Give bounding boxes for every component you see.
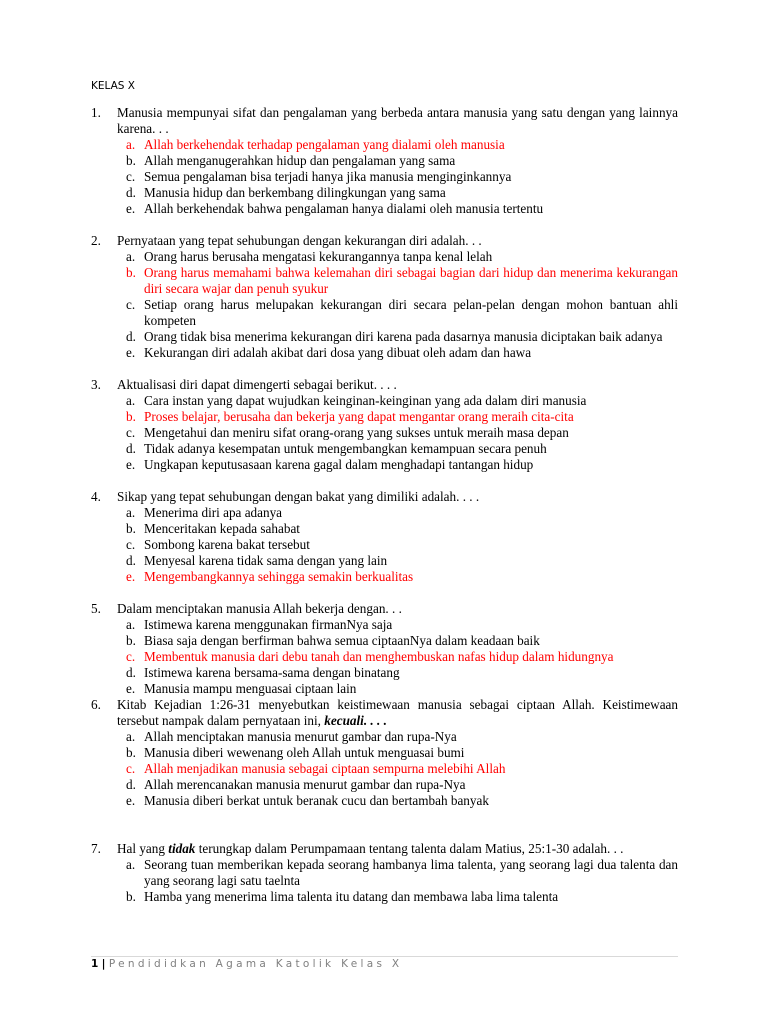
option-text: Mengetahui dan meniru sifat orang-orang yang sukses untuk meraih masa depan xyxy=(144,425,569,440)
option-letter: d. xyxy=(126,329,136,344)
option-text: Allah menganugerahkan hidup dan pengalaman yang sama xyxy=(144,153,456,168)
option-d xyxy=(117,329,678,345)
question-7 xyxy=(91,841,678,905)
option-c xyxy=(117,537,678,553)
option-letter: b. xyxy=(126,521,136,536)
option-c xyxy=(117,297,678,329)
option-e xyxy=(117,569,678,585)
option-letter: a. xyxy=(126,249,136,264)
option-letter: a. xyxy=(126,617,136,632)
option-text: Cara instan yang dapat wujudkan keinginan-keinginan yang ada dalam diri manusia xyxy=(144,393,587,408)
option-b xyxy=(117,409,678,425)
option-letter: a. xyxy=(126,729,136,744)
option-letter: b. xyxy=(126,265,136,280)
option-e xyxy=(117,681,678,697)
option-text: Orang harus memahami bahwa kelemahan diri sebagai bagian dari hidup dan menerima kekurangan diri secara wajar dan penuh syukur xyxy=(144,265,678,296)
question-stem xyxy=(117,841,678,857)
option-text: Tidak adanya kesempatan untuk mengembangkan kemampuan secara penuh xyxy=(144,441,547,456)
page-footer xyxy=(91,956,678,970)
option-text: Manusia mampu menguasai ciptaan lain xyxy=(144,681,357,696)
option-text: Orang harus berusaha mengatasi kekurangannya tanpa kenal lelah xyxy=(144,249,493,264)
option-d xyxy=(117,553,678,569)
option-letter: a. xyxy=(126,505,136,520)
class-title: KELAS X xyxy=(91,80,135,92)
option-c xyxy=(117,761,678,777)
option-letter: d. xyxy=(126,665,136,680)
option-text: Hamba yang menerima lima talenta itu datang dan membawa laba lima talenta xyxy=(144,889,559,904)
question-number: 3. xyxy=(91,377,101,392)
question-stem-text: Hal yang xyxy=(117,841,169,856)
option-b xyxy=(117,153,678,169)
option-text: Setiap orang harus melupakan kekurangan diri secara pelan-pelan dengan mohon bantuan ahli kompeten xyxy=(144,297,678,328)
option-text: Allah menciptakan manusia menurut gambar dan rupa-Nya xyxy=(144,729,457,744)
question-stem-emphasis: tidak xyxy=(168,841,196,856)
option-e xyxy=(117,793,678,809)
option-letter: a. xyxy=(126,857,136,872)
option-text: Allah merencanakan manusia menurut gambar dan rupa-Nya xyxy=(144,777,466,792)
question-3 xyxy=(91,377,678,473)
option-b xyxy=(117,265,678,297)
option-text: Mengembangkannya sehingga semakin berkualitas xyxy=(144,569,414,584)
option-text: Ungkapan keputusasaan karena gagal dalam menghadapi tantangan hidup xyxy=(144,457,534,472)
option-letter: c. xyxy=(126,649,136,664)
option-letter: d. xyxy=(126,185,136,200)
question-list xyxy=(91,105,678,905)
question-stem: Sikap yang tepat sehubungan dengan bakat yang dimiliki adalah. . . . xyxy=(117,489,480,504)
option-a xyxy=(117,729,678,745)
option-letter: e. xyxy=(126,681,136,696)
option-letter: e. xyxy=(126,569,136,584)
option-letter: b. xyxy=(126,889,136,904)
question-number: 5. xyxy=(91,601,101,616)
question-1 xyxy=(91,105,678,217)
option-text: Istimewa karena bersama-sama dengan binatang xyxy=(144,665,400,680)
question-stem xyxy=(117,697,678,729)
option-text: Manusia hidup dan berkembang dilingkungan yang sama xyxy=(144,185,446,200)
option-text: Biasa saja dengan berfirman bahwa semua ciptaanNya dalam keadaan baik xyxy=(144,633,540,648)
option-text: Sombong karena bakat tersebut xyxy=(144,537,310,552)
footer-title: Pendididkan Agama Katolik Kelas X xyxy=(108,958,403,970)
question-stem: Pernyataan yang tepat sehubungan dengan kekurangan diri adalah. . . xyxy=(117,233,482,248)
option-text: Seorang tuan memberikan kepada seorang hambanya lima talenta, yang seorang lagi dua talenta dan yang seorang lagi satu taelnta xyxy=(144,857,678,888)
option-d xyxy=(117,441,678,457)
option-b xyxy=(117,745,678,761)
option-letter: c. xyxy=(126,169,136,184)
option-d xyxy=(117,665,678,681)
option-b xyxy=(117,633,678,649)
question-6 xyxy=(91,697,678,809)
option-text: Allah menjadikan manusia sebagai ciptaan sempurna melebihi Allah xyxy=(144,761,506,776)
option-text: Menceritakan kepada sahabat xyxy=(144,521,300,536)
footer-separator: | xyxy=(101,958,106,970)
question-stem-text: terungkap dalam Perumpamaan tentang talenta dalam Matius, 25:1-30 adalah. . . xyxy=(195,841,624,856)
question-number: 4. xyxy=(91,489,101,504)
option-text: Orang tidak bisa menerima kekurangan diri karena pada dasarnya manusia diciptakan baik adanya xyxy=(144,329,663,344)
option-letter: e. xyxy=(126,457,136,472)
question-number: 1. xyxy=(91,105,101,120)
option-letter: b. xyxy=(126,153,136,168)
option-a xyxy=(117,393,678,409)
option-text: Allah berkehendak bahwa pengalaman hanya dialami oleh manusia tertentu xyxy=(144,201,544,216)
option-d xyxy=(117,185,678,201)
option-a xyxy=(117,249,678,265)
question-4 xyxy=(91,489,678,585)
option-text: Kekurangan diri adalah akibat dari dosa yang dibuat oleh adam dan hawa xyxy=(144,345,532,360)
question-2 xyxy=(91,233,678,361)
option-a xyxy=(117,857,678,889)
option-e xyxy=(117,345,678,361)
option-text: Allah berkehendak terhadap pengalaman yang dialami oleh manusia xyxy=(144,137,505,152)
question-number: 6. xyxy=(91,697,101,712)
question-stem: Manusia mempunyai sifat dan pengalaman yang berbeda antara manusia yang satu dengan yang lainnya karena. . . xyxy=(117,105,678,136)
option-letter: a. xyxy=(126,137,136,152)
option-text: Manusia diberi wewenang oleh Allah untuk menguasai bumi xyxy=(144,745,465,760)
question-5 xyxy=(91,601,678,697)
option-c xyxy=(117,169,678,185)
option-letter: d. xyxy=(126,553,136,568)
option-letter: d. xyxy=(126,777,136,792)
option-letter: e. xyxy=(126,201,136,216)
option-letter: b. xyxy=(126,633,136,648)
option-c xyxy=(117,425,678,441)
option-letter: c. xyxy=(126,537,136,552)
option-letter: d. xyxy=(126,441,136,456)
question-stem: Aktualisasi diri dapat dimengerti sebagai berikut. . . . xyxy=(117,377,397,392)
option-b xyxy=(117,889,678,905)
option-b xyxy=(117,521,678,537)
option-letter: c. xyxy=(126,761,136,776)
option-letter: a. xyxy=(126,393,136,408)
option-a xyxy=(117,617,678,633)
question-stem-emphasis: kecuali. . . . xyxy=(324,713,387,728)
option-c xyxy=(117,649,678,665)
option-letter: b. xyxy=(126,409,136,424)
option-a xyxy=(117,505,678,521)
option-text: Manusia diberi berkat untuk beranak cucu dan bertambah banyak xyxy=(144,793,489,808)
option-text: Istimewa karena menggunakan firmanNya saja xyxy=(144,617,393,632)
option-text: Semua pengalaman bisa terjadi hanya jika manusia menginginkannya xyxy=(144,169,512,184)
option-letter: e. xyxy=(126,345,136,360)
question-number: 7. xyxy=(91,841,101,856)
option-letter: c. xyxy=(126,297,136,312)
option-e xyxy=(117,457,678,473)
option-text: Menyesal karena tidak sama dengan yang lain xyxy=(144,553,388,568)
option-a xyxy=(117,137,678,153)
question-stem-text: Kitab Kejadian 1:26-31 menyebutkan keistimewaan manusia sebagai ciptaan Allah. Keistimewaan tersebut nampak dalam pernyataan ini, xyxy=(117,697,678,728)
option-text: Membentuk manusia dari debu tanah dan menghembuskan nafas hidup dalam hidungnya xyxy=(144,649,614,664)
page-number: 1 xyxy=(91,958,99,970)
option-letter: e. xyxy=(126,793,136,808)
option-letter: c. xyxy=(126,425,136,440)
option-text: Menerima diri apa adanya xyxy=(144,505,283,520)
question-stem: Dalam menciptakan manusia Allah bekerja dengan. . . xyxy=(117,601,402,616)
option-letter: b. xyxy=(126,745,136,760)
question-number: 2. xyxy=(91,233,101,248)
option-e xyxy=(117,201,678,217)
option-d xyxy=(117,777,678,793)
option-text: Proses belajar, berusaha dan bekerja yang dapat mengantar orang meraih cita-cita xyxy=(144,409,574,424)
